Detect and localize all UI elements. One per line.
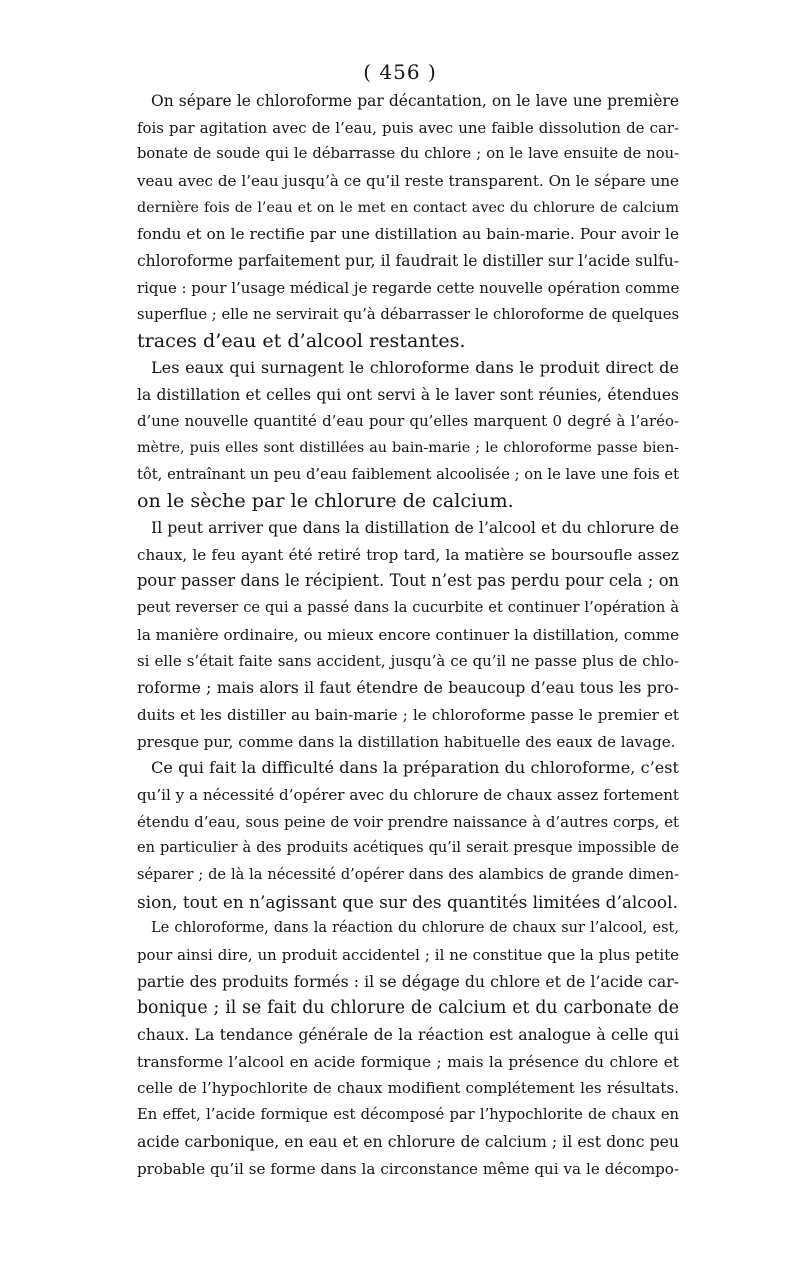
text-line: sion, tout en n’agissant que sur des quantités limitées d’alcool.: [137, 891, 678, 912]
text-line: pour passer dans le récipient. Tout n’est pas perdu pour cela ; on: [137, 571, 679, 591]
text-line: acide carbonique, en eau et en chlorure de calcium ; il est donc peu: [137, 1131, 679, 1151]
text-line: peut reverser ce qui a passé dans la cucurbite et continuer l’opération à: [137, 599, 679, 617]
text-line: fois par agitation avec de l’eau, puis avec une faible dissolution de car-: [137, 118, 679, 137]
text-line: partie des produits formés : il se dégage du chlore et de l’acide car-: [137, 971, 679, 991]
text-line: roforme ; mais alors il faut étendre de beaucoup d’eau tous les pro-: [137, 678, 679, 698]
text-line: la manière ordinaire, ou mieux encore continuer la distillation, comme: [137, 625, 679, 644]
text-line: chaux. La tendance générale de la réaction est analogue à celle qui: [137, 1025, 679, 1045]
text-line: d’une nouvelle quantité d’eau pour qu’elles marquent 0 degré à l’aréo-: [137, 412, 679, 431]
text-line: Le chloroforme, dans la réaction du chlorure de chaux sur l’alcool, est,: [151, 920, 679, 937]
text-line: la distillation et celles qui ont servi à le laver sont réunies, étendues: [137, 385, 679, 404]
text-line: si elle s’était faite sans accident, jusqu’à ce qu’il ne passe plus de chlo-: [137, 652, 679, 671]
text-line: étendu d’eau, sous peine de voir prendre naissance à d’autres corps, et: [137, 812, 679, 831]
text-line: superflue ; elle ne servirait qu’à débarrasser le chloroforme de quelques: [137, 305, 679, 323]
text-line: on le sèche par le chlorure de calcium.: [137, 489, 514, 513]
text-line: fondu et on le rectifie par une distillation au bain-marie. Pour avoir le: [137, 225, 679, 244]
text-line: celle de l’hypochlorite de chaux modifient complétement les résultats.: [137, 1079, 679, 1098]
text-line: rique : pour l’usage médical je regarde cette nouvelle opération comme: [137, 278, 680, 297]
body-text: [137, 88, 679, 1182]
text-line: tôt, entraînant un peu d’eau faiblement alcoolisée ; on le lave une fois et: [137, 465, 679, 483]
text-line: chaux, le feu ayant été retiré trop tard, la matière se boursoufle assez: [137, 545, 679, 564]
text-line: probable qu’il se forme dans la circonstance même qui va le décompo-: [137, 1159, 679, 1178]
text-line: duits et les distiller au bain-marie ; le chloroforme passe le premier et: [137, 705, 679, 724]
paragraph: [137, 515, 679, 755]
paragraph: [137, 355, 679, 515]
text-line: dernière fois de l’eau et on le met en contact avec du chlorure de calcium: [137, 199, 679, 216]
text-line: En effet, l’acide formique est décomposé par l’hypochlorite de chaux en: [137, 1106, 679, 1124]
text-line: Les eaux qui surnagent le chloroforme dans le produit direct de: [151, 357, 679, 377]
text-line: traces d’eau et d’alcool restantes.: [137, 329, 466, 353]
text-line: transforme l’alcool en acide formique ; mais la présence du chlore et: [137, 1052, 679, 1071]
text-line: chloroforme parfaitement pur, il faudrait le distiller sur l’acide sulfu-: [137, 252, 679, 271]
text-line: qu’il y a nécessité d’opérer avec du chlorure de chaux assez fortement: [137, 785, 679, 804]
text-line: en particulier à des produits acétiques qu’il serait presque impossible de: [137, 840, 679, 857]
text-line: veau avec de l’eau jusqu’à ce qu’il reste transparent. On le sépare une: [137, 172, 679, 191]
text-line: Ce qui fait la difficulté dans la préparation du chloroforme, c’est: [151, 758, 679, 778]
text-line: On sépare le chloroforme par décantation, on le lave une première: [151, 92, 679, 110]
page-number: ( 456 ): [363, 60, 437, 84]
text-line: mètre, puis elles sont distillées au bain-marie ; le chloroforme passe bien-: [137, 439, 679, 456]
paragraph: [137, 755, 679, 915]
text-line: Il peut arriver que dans la distillation de l’alcool et du chlorure de: [151, 518, 679, 537]
paragraph: [137, 915, 679, 1182]
paragraph: [137, 88, 679, 355]
text-line: bonique ; il se fait du chlorure de calcium et du carbonate de: [137, 998, 679, 1019]
text-line: presque pur, comme dans la distillation habituelle des eaux de lavage.: [137, 732, 676, 751]
text-line: bonate de soude qui le débarrasse du chlore ; on le lave ensuite de nou-: [137, 145, 679, 163]
text-line: séparer ; de là la nécessité d’opérer dans des alambics de grande dimen-: [137, 866, 679, 883]
text-line: pour ainsi dire, un produit accidentel ; il ne constitue que la plus petite: [137, 946, 679, 964]
